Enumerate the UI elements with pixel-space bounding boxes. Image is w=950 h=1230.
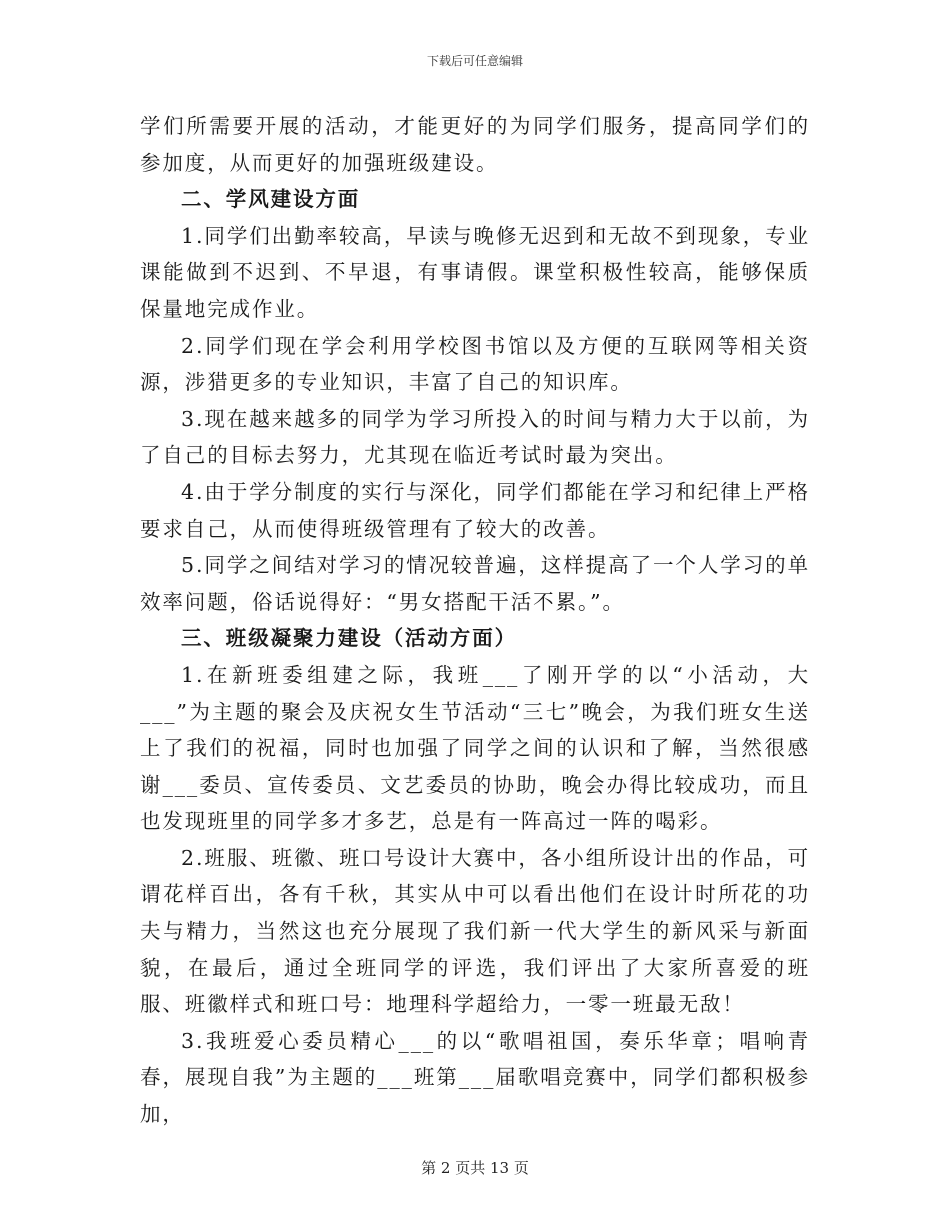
body-paragraph: 2.同学们现在学会利用学校图书馆以及方便的互联网等相关资源，涉猎更多的专业知识，丰富了自己的知识库。: [140, 333, 810, 395]
page-header: 下载后可任意编辑: [426, 54, 523, 68]
body-paragraph: 4.由于学分制度的实行与深化，同学们都能在学习和纪律上严格要求自己，从而使得班级管理有了较大的改善。: [140, 479, 810, 541]
page-number: 第 2 页共 13 页: [421, 1159, 529, 1177]
section-heading: 二、学风建设方面: [181, 187, 361, 212]
section-heading: 三、班级凝聚力建设（活动方面）: [181, 626, 517, 651]
body-paragraph: 1.同学们出勤率较高，早读与晚修无迟到和无故不到现象，专业课能做到不迟到、不早退，有事请假。课堂积极性较高，能够保质保量地完成作业。: [140, 223, 810, 321]
body-paragraph: 学们所需要开展的活动，才能更好的为同学们服务，提高同学们的参加度，从而更好的加强班级建设。: [140, 114, 810, 175]
body-paragraph: 3.我班爱心委员精心___的以“歌唱祖国，奏乐华章；唱响青春，展现自我”为主题的___班第___届歌唱竞赛中，同学们都积极参加，: [140, 1028, 810, 1127]
body-paragraph: 1.在新班委组建之际，我班___了刚开学的以“小活动，大___”为主题的聚会及庆祝女生节活动“三七”晚会，为我们班女生送上了我们的祝福，同时也加强了同学之间的认识和了解，当然很感谢___委员、宣传委员、文艺委员的协助，晚会办得比较成功，而且也发现班里的同学多才多艺，总是有一阵高过一阵的喝彩。: [140, 662, 810, 834]
body-paragraph: 5.同学之间结对学习的情况较普遍，这样提高了一个人学习的单效率问题，俗话说得好：“男女搭配干活不累。”。: [140, 553, 810, 614]
body-paragraph: 2.班服、班徽、班口号设计大赛中，各小组所设计出的作品，可谓花样百出，各有千秋，其实从中可以看出他们在设计时所花的功夫与精力，当然这也充分展现了我们新一代大学生的新风采与新面貌，在最后，通过全班同学的评选，我们评出了大家所喜爱的班服、班徽样式和班口号：地理科学超给力，一零一班最无敌！: [140, 845, 810, 1017]
document-body: [140, 108, 810, 1133]
body-paragraph: 3.现在越来越多的同学为学习所投入的时间与精力大于以前，为了自己的目标去努力，尤其现在临近考试时最为突出。: [140, 406, 810, 468]
